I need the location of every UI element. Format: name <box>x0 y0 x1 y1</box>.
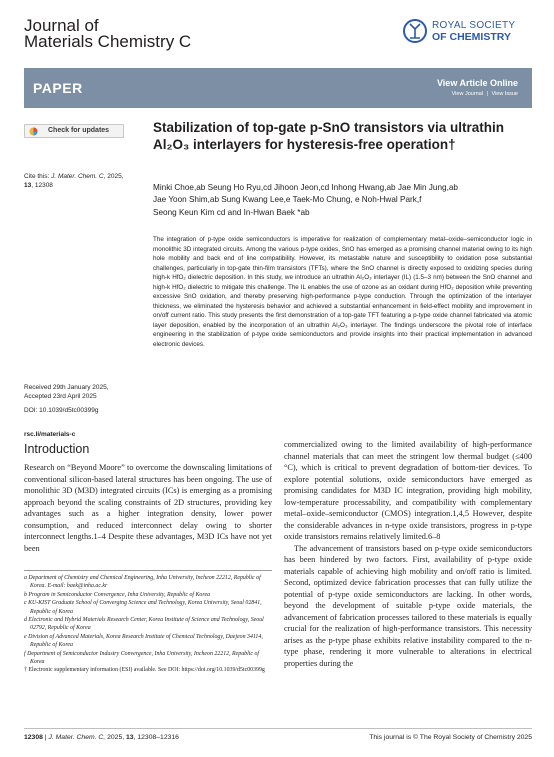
article-type-banner <box>24 68 532 108</box>
publisher-name-line1: ROYAL SOCIETY <box>432 20 516 31</box>
accepted-date: Accepted 23rd April 2025 <box>24 392 97 400</box>
check-for-updates-label: Check for updates <box>48 127 110 134</box>
citation <box>24 172 142 190</box>
authors-line: Minki Choe,ab Seung Ho Ryu,cd Jihoon Jeon,cd Inhong Hwang,ab Jae Min Jung,ab <box>153 183 458 192</box>
journal-title <box>24 18 191 50</box>
footer-journal: J. Mater. Chem. C, <box>48 734 106 741</box>
paragraph: Research on “Beyond Moore” to overcome the downscaling limitations of conventional silicon-based lateral structures has been ongoing. The use of monolithic 3D (M3D) integrated circuits (ICs) is emerging as a promising approach beyond the scaling constraints of 2D structures, providing key advantages such as a higher integration density, lower power consumption, and reduced interconnect delay owing to shorter interconnect lengths.1–4 Despite these advantages, M3D ICs have not yet been <box>24 463 272 553</box>
affiliation-footnote: e Division of Advanced Materials, Korea Research Institute of Chemical Technology, Daejeon 34114, Republic of Korea <box>24 633 263 649</box>
view-issue-link[interactable]: View Issue <box>491 91 518 97</box>
cite-pages: , 12308 <box>31 182 53 189</box>
cite-year: , 2025, <box>103 173 124 180</box>
affiliation-footnote: f Department of Semiconductor Industry Convergence, Inha University, Incheon 22212, Republic of Korea <box>24 650 260 666</box>
footer-volume: 13 <box>126 734 134 741</box>
affiliation-footnotes <box>24 574 272 675</box>
view-journal-link[interactable]: View Journal <box>451 91 483 97</box>
cite-journal: J. Mater. Chem. C <box>51 173 104 180</box>
footer-page-number: 12308 <box>24 734 43 741</box>
esi-footnote[interactable]: † Electronic supplementary information (ESI) available. See DOI: https://doi.org/10.1039/d5tc00399g <box>24 667 265 674</box>
crossmark-icon <box>29 127 38 136</box>
affiliation-footnote: c KU-KIST Graduate School of Converging Science and Technology, Korea University, Seoul 02841, Republic of Korea <box>24 600 262 615</box>
rsc-logo-icon <box>402 18 428 44</box>
authors-line: Seong Keun Kim cd and In-Hwan Baek *ab <box>153 207 310 217</box>
body-column-right <box>284 439 532 669</box>
cite-label: Cite this: <box>24 173 50 180</box>
article-type-label: PAPER <box>33 80 83 96</box>
section-heading-introduction: Introduction <box>24 442 90 456</box>
publisher-name-line2: OF CHEMISTRY <box>432 31 511 43</box>
received-date: Received 29th January 2025, <box>24 384 109 391</box>
affiliation-footnote: b Program in Semiconductor Convergence, Inha University, Republic of Korea <box>24 591 211 598</box>
footer-citation <box>24 734 179 741</box>
paragraph: The advancement of transistors based on p-type oxide semiconductors has been hindered by two factors. First, availability of p-type oxide materials capable of achieving high mobility and on/off ratio is limited. Second, optimized device fabrication processes that can fully utilize the potential of p-type oxide semiconductors are lacking. In other words, beyond the development of suitable p-type oxide materials, the advancement of fabrication processes tailored to these materials is equally crucial for the realization of high-performance transistors. This necessity arises as the p-type phase exhibits relative instability compared to the n-type phase, rendering it more vulnerable to alterations in electrical properties during the <box>284 543 532 668</box>
view-article-online-link[interactable]: View Article Online <box>436 78 518 88</box>
received-dates <box>24 384 144 401</box>
banner-sublinks <box>450 91 518 97</box>
footer-separator: | <box>44 734 47 741</box>
footer-year: 2025, <box>107 734 125 741</box>
doi[interactable]: DOI: 10.1039/d5tc00399g <box>24 407 99 414</box>
authors-line: Jae Yoon Shim,ab Sung Kwang Lee,e Taek-Mo Chung, e Noh-Hwal Park,f <box>153 195 422 205</box>
journal-title-line2: Materials Chemistry C <box>24 32 192 51</box>
footnote-divider <box>24 570 272 571</box>
body-column-left <box>24 462 272 554</box>
cite-volume: 13 <box>24 182 32 189</box>
banner-link-separator: | <box>486 91 488 97</box>
author-list <box>153 182 532 219</box>
footer-divider <box>24 728 532 729</box>
paragraph: commercialized owing to the limited availability of high-performance channel materials that can meet the stringent low thermal budget (≤400 °C), which is critical to prevent degradation of bottom-tier devices. To explore potential solutions, oxide semiconductors have emerged as promising candidates for M3D IC integration, providing high mobility, low-temperature processability, and compatibility with complementary metal–oxide–semiconductor (CMOS) integration.1,4,5 However, despite the considerable advances in n-type oxide transistors, progress in p-type oxide transistors remains relatively limited.6–8 <box>284 440 532 541</box>
check-for-updates-button[interactable] <box>24 124 124 138</box>
article-title: Stabilization of top-gate p-SnO transistors via ultrathin Al₂O₃ interlayers for hysteresis-free operation† <box>153 120 505 152</box>
journal-title-line1: Journal of <box>24 16 99 35</box>
abstract: The integration of p-type oxide semiconductors is imperative for realization of complementary metal–oxide–semiconductor logic in monolithic 3D integrated circuits. Among the various p-type oxides, SnO has emerged as a promising channel material owing to its high hole mobility and back end of line compatibility. However, its metastable nature and susceptibility to oxidation pose substantial challenges, particularly in top-gate thin-film transistors (TFTs), where the SnO channel is directly exposed to oxidizing species during high-k HfO₂ dielectric deposition. In this study, we introduce an ultrathin Al₂O₃ interlayer (IL) (1.5–3 nm) between the SnO channel and high-k HfO₂ dielectric to mitigate this challenge. The IL enables the use of ozone as an oxidant during HfO₂ deposition while preventing excessive SnO oxidation, and thereby preserving high-performance p-type conduction. Through the optimization of the interlayer thickness, we eliminated the hysteresis behavior and achieved a substantial enhancement in field-effect mobility and improvement in on/off current ratio. This study presents the first demonstration of a top-gate TFT featuring a p-type oxide channel fabricated via atomic layer deposition, enabled by the incorporation of an ultrathin Al₂O₃ interlayer. The findings underscore the pivotal role of interface engineering in the stabilization of p-type oxide semiconductors and provide insights into their practical implementation in advanced electronic devices. <box>153 236 532 349</box>
affiliation-footnote: d Electronic and Hybrid Materials Research Center, Korea Institute of Science and Technology, Seoul 02792, Republic of Korea <box>24 617 264 632</box>
publisher-logo[interactable] <box>402 18 532 52</box>
affiliation-footnote: a Department of Chemistry and Chemical Engineering, Inha University, Incheon 22212, Republic of Korea. E-mail: baek@inha.ac.kr <box>24 575 261 590</box>
footer-pages: , 12308–12316 <box>133 734 179 741</box>
journal-short-link[interactable]: rsc.li/materials-c <box>24 431 76 438</box>
footer-copyright: This journal is © The Royal Society of Chemistry 2025 <box>369 734 532 741</box>
